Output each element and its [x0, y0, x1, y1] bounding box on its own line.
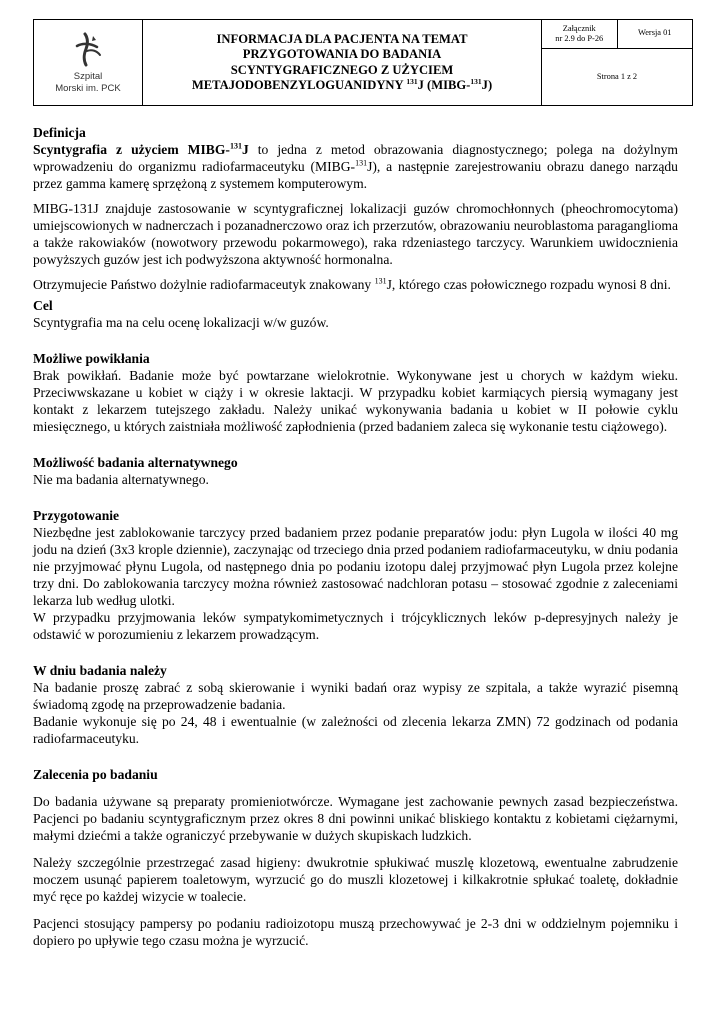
dzien-badania-paragraph-2: Badanie wykonuje się po 24, 48 i ewentualnie (w zależności od zlecenia lekarza ZMN) 72 godzinach od podania radiofarmaceutyku.: [33, 714, 678, 746]
section-heading-dzien-badania: W dniu badania należy: [33, 663, 167, 678]
page-number: Strona 1 z 2: [596, 72, 638, 81]
annex-label: Załącznik: [562, 24, 596, 33]
definicja-paragraph-2: MIBG-131J znajduje zastosowanie w scyntygraficznej lokalizacji guzów chromochłonnych (pheochromocytoma) umiejscowionych w nadnerczach i pozanadnerczowo oraz ich przerzutów, obrazowaniu neuroblastoma paraganglioma a także rakowiaków (nowotwory przewodu pokarmowego), raka rdzeniastego tarczycy. Warunkiem uwidocznienia powyższych guzów jest ich podwyższona aktywność hormonalna.: [33, 201, 678, 267]
przygotowanie-paragraph-1: Niezbędne jest zablokowanie tarczycy przed badaniem przez podanie preparatów jodu: płyn Lugola w ilości 40 mg jodu na dzień (3x3 krople dziennie), zaczynając od trzeciego dnia przed podaniem radiofarmaceutyku, w dniu podania nie przyjmować płynu Lugola, od następnego dnia po podaniu izotopu dalej przyjmować płyn Lugola przez kolejne trzy dni. Do zablokowania tarczycy można również zastosować nadchloran potasu – stosować zgodnie z zaleceniami lekarza lub według ulotki.: [33, 525, 678, 608]
section-heading-przygotowanie: Przygotowanie: [33, 508, 120, 523]
logo-text-line1: Szpital: [73, 70, 103, 82]
section-heading-zalecenia: Zalecenia po badaniu: [33, 767, 158, 782]
dzien-badania-paragraph-1: Na badanie proszę zabrać z sobą skierowanie i wyniki badań oraz wypisy ze szpitala, a także wyrazić pisemną świadomą zgodę na przeprowadzenie badania.: [33, 680, 678, 712]
section-heading-definicja: Definicja: [33, 125, 86, 140]
title-line: METAJODOBENZYLOGUANIDYNY $^{131}$J (MIBG-$^{131}$J): [191, 76, 493, 92]
version-label: Wersja 01: [637, 28, 672, 37]
cel-paragraph: Scyntygrafia ma na celu ocenę lokalizacji w/w guzów.: [33, 315, 329, 330]
document-header: [33, 19, 693, 106]
definicja-paragraph-3: Otrzymujecie Państwo dożylnie radiofarmaceutyk znakowany $^{131}$J, którego czas połowicznego rozpadu wynosi 8 dni.: [33, 276, 671, 292]
hospital-logo-icon: [71, 32, 105, 70]
section-heading-cel: Cel: [33, 298, 53, 313]
document-title: [143, 20, 542, 106]
logo-text-line2: Morski im. PCK: [55, 82, 121, 94]
page-number-cell: [542, 49, 693, 106]
annex-cell: [542, 20, 618, 49]
zalecenia-paragraph-1: Do badania używane są preparaty promieniotwórcze. Wymagane jest zachowanie pewnych zasad bezpieczeństwa. Pacjenci po badaniu scyntygraficznym przez okres 8 dni powinni unikać bliskiego kontaktu z kobietami ciężarnymi, małymi dziećmi a także ograniczyć przebywanie w dużych skupiskach ludzkich.: [33, 794, 678, 843]
zalecenia-paragraph-3: Pacjenci stosujący pampersy po podaniu radioizotopu muszą przechowywać je 2-3 dni w oddzielnym pojemniku i dopiero po upływie tego czasu można je wyrzucić.: [33, 916, 678, 948]
section-heading-powiklania: Możliwe powikłania: [33, 351, 150, 366]
zalecenia-paragraph-2: Należy szczególnie przestrzegać zasad higieny: dwukrotnie spłukiwać muszlę klozetową, ewentualne zabrudzenie moczem usunąć papierem toaletowym, wyrzucić go do muszli klozetowej i kilkakrotnie spłukać toaletę, dokładnie myć ręce po każdej wizycie w toalecie.: [33, 855, 678, 904]
document-body: [33, 124, 678, 949]
powiklania-paragraph: Brak powikłań. Badanie może być powtarzane wielokrotnie. Wykonywane jest u chorych w każdym wieku. Przeciwwskazane u kobiet w ciąży i w okresie laktacji. W przypadku kobiet karmiących piersią wymagany jest kontakt z lekarzem tutejszego zakładu. Należy unikać wykonywania badania u kobiet w II połowie cyklu miesięcznego, u których zaistniała możliwość zapłodnienia (przed badaniem zaleca się wykonanie testu ciążowego).: [33, 368, 678, 434]
przygotowanie-paragraph-2: W przypadku przyjmowania leków sympatykomimetycznych i trójcyklicznych leków p-depresyjnych należy je odstawić w porozumieniu z lekarzem prowadzącym.: [33, 610, 678, 642]
definicja-paragraph-1: Scyntygrafia z użyciem MIBG-$^{131}$J to jedna z metod obrazowania diagnostycznego; polega na dożylnym wprowadzeniu do organizmu radiofarmaceutyku (MIBG-$^{131}$J), a następnie zarejestrowaniu obrazu danego narządu przez gamma kamerę sprzężoną z systemem komputerowym.: [33, 141, 678, 191]
section-heading-alternatywa: Możliwość badania alternatywnego: [33, 455, 238, 470]
logo-cell: [34, 20, 143, 106]
annex-number: nr 2.9 do P-26: [555, 34, 604, 43]
version-cell: [617, 20, 693, 49]
title-line: SCYNTYGRAFICZNEGO Z UŻYCIEM: [230, 62, 454, 77]
title-line: INFORMACJA DLA PACJENTA NA TEMAT: [216, 31, 468, 46]
title-line: PRZYGOTOWANIA DO BADANIA: [242, 47, 442, 61]
alternatywa-paragraph: Nie ma badania alternatywnego.: [33, 472, 209, 487]
